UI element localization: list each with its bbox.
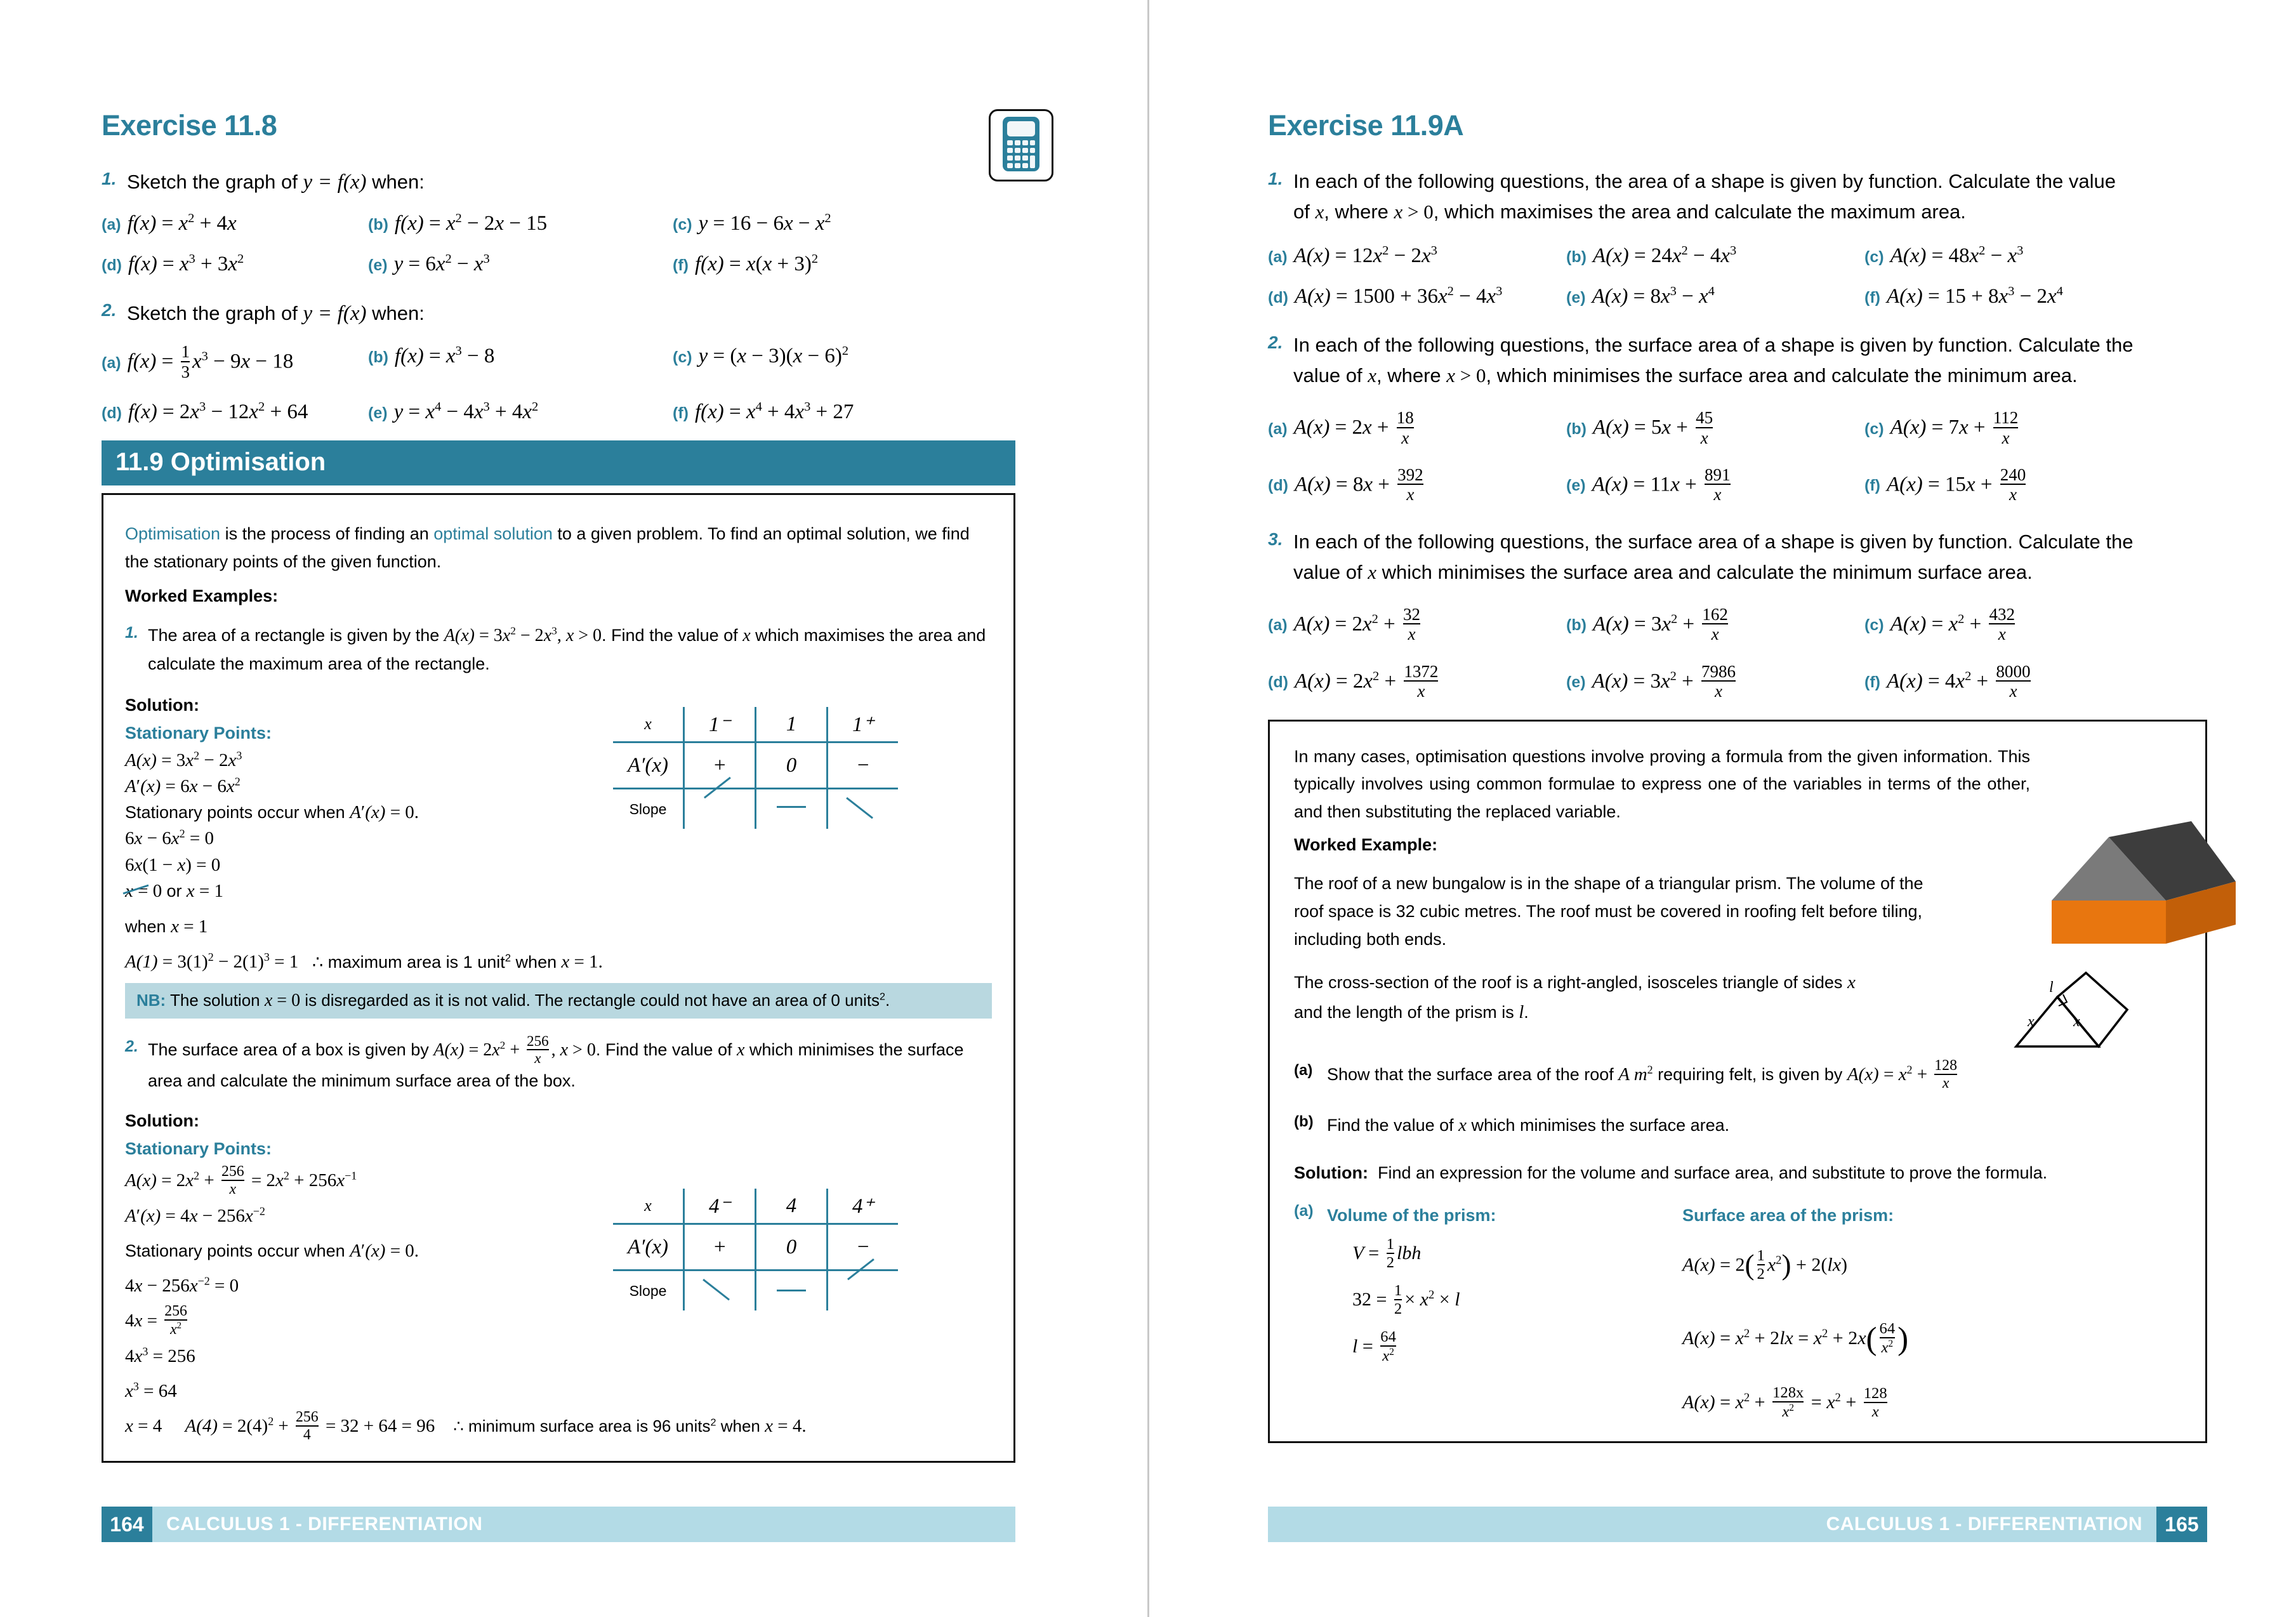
box-para-2a: The cross-section of the roof is a right-angled, isosceles triangle of sides x and the length of the prism is l. [1294,972,1856,1022]
we1-final: $A(1) = 3(1)^2 - 2(1)^3 = 1$ ∴ maximum area is 1 unit$^2$ when x = 1. [125,950,603,972]
slope-up-icon [683,789,755,829]
part-b-text: Find the value of x which minimises the surface area. [1327,1114,1730,1135]
option-expression: $y = x^4 - 4x^3 + 4x^2$ [393,400,539,424]
option-expression: $A(x) = 3x^2$ + $\frac{162}{x}$ [1592,604,1728,644]
option-a [1268,244,1566,268]
box-para-2 [1294,968,1903,1027]
box-part-b [1294,1111,2181,1140]
page-title-left: Exercise 11.8 [102,109,277,142]
page-right [1192,0,2296,1617]
option-expression: $y = 6x^2 - x^3$ [393,252,490,276]
question-text: Sketch the graph of y = f(x) when: [127,302,425,326]
page-number: 164 [102,1507,152,1542]
option-expression: A(x) = 15x + $\frac{240}{x}$ [1886,465,2026,505]
solution-label: Solution: [1294,1163,1368,1182]
option-expression: $A(x) = 3x^2$ + $\frac{7986}{x}$ [1592,661,1736,701]
footer-title: CALCULUS 1 - DIFFERENTIATION [1268,1507,2156,1542]
label-side-x1: x [2028,1013,2035,1030]
question-3 [1268,527,2207,588]
option-expression: $A(x) = 24x^2 - 4x^3$ [1592,244,1737,268]
option-label: (c) [1864,616,1884,635]
slope-down-icon [826,789,898,829]
sa-line-1: A(x) = 2( $\frac{1}{2}$ $x^2) + 2(lx)$ [1682,1247,1848,1283]
option-f [673,400,854,424]
sign-table-1 [613,707,898,829]
question-text: In each of the following questions, the surface area of a shape is given by function. Calculate the value of x which minimises the surface area and calculate the minimum surface area. [1293,530,2134,583]
q2-options-row-1 [102,344,1015,382]
option-label: (a) [1268,248,1288,267]
option-expression: $f(x) = x^3 - 8$ [394,344,495,368]
we2-line-6: $4x^3 = 256$ [125,1345,195,1367]
option-expression: $f(x) = x^2 - 2x - 15$ [394,211,548,235]
slope-down-icon [683,1271,755,1310]
we2-line-3: Stationary points occur when A′(x) = 0. [125,1240,419,1261]
part-a-text: Show that the surface area of the roof A $m^2$ requiring felt, is given by $A(x) = x^2$ + $\frac{128}{x}$ [1327,1057,1957,1092]
option-c [1864,410,2021,448]
question-text: Sketch the graph of y = f(x) when: [127,171,425,194]
question-number: 1. [1268,169,1283,188]
option-expression: $A(x) = 12x^2 - 2x^3$ [1293,244,1437,268]
volume-column [1327,1202,1682,1425]
option-b [1566,244,1864,268]
signtable-col: 4⁺ [852,1195,874,1218]
sign-table-2 [613,1189,898,1310]
option-label: (c) [673,216,692,234]
solution-part-label: (a) [1294,1202,1314,1220]
we2-solution-label: Solution: [125,1111,199,1131]
option-expression: $A(x) = 15 + 8x^3 - 2x^4$ [1886,284,2063,308]
signtable-row-label: Slope [629,1282,667,1299]
we1-line-3: Stationary points occur when A′(x) = 0. [125,802,419,823]
we1-line-6: x = 0 or x = 1 [125,878,992,904]
we1-line-5: 6x(1 − x) = 0 [125,854,221,875]
question-number: 2. [102,300,117,320]
question-text: In each of the following questions, the area of a shape is given by function. Calculate the value of x, where x > 0, which maximises the area and calculate the maximum area. [1293,170,2116,223]
q3-options-row-2 [1268,661,2207,702]
option-f [1864,661,2033,702]
option-expression: $f(x) = x(x + 3)^2$ [694,252,819,276]
we2-line-4: $4x - 256x^{-2} = 0$ [125,1274,239,1296]
we1-line-7: when x = 1 [125,916,208,937]
option-expression: $f(x) = 2x^3 - 12x^2 + 64$ [128,400,308,424]
option-expression: $y = (x - 3)(x - 6)^2$ [698,344,849,368]
box-para-1: The roof of a new bungalow is in the shape of a triangular prism. The volume of the roof space is 32 cubic metres. The roof must be covered in roofing felt before tiling, including both ends. [1294,874,1923,949]
question-number: 1. [102,169,117,188]
signtable-row-label: A′(x) [627,753,668,777]
option-expression: $f(x) = x^4 + 4x^3 + 27$ [694,400,854,424]
option-expression: A(x) = 8x + $\frac{392}{x}$ [1294,465,1423,505]
box-worked-example-label: Worked Example: [1294,835,1438,854]
option-b [1566,604,1864,645]
intro-keyword-2: optimal solution [433,524,553,544]
q2-options-row-2 [102,400,1015,424]
option-c [673,211,831,235]
signtable-col: 1⁺ [852,713,874,737]
we2-line-5: 4x = $\frac{256}{x^2}$ [125,1303,187,1338]
option-expression: $A(x) = 2x^2$ + $\frac{32}{x}$ [1293,604,1421,644]
nb-note [125,983,992,1019]
q2-options-row-2 [1268,467,2207,505]
option-c [1864,244,2023,268]
label-side-x2: x [2073,1013,2080,1030]
option-b [1566,410,1864,448]
option-expression: $y = 16 - 6x - x^2$ [698,211,831,235]
box-part-a [1294,1059,2181,1093]
surface-area-heading: Surface area of the prism: [1682,1206,1894,1225]
option-label: (f) [673,256,689,275]
option-expression: A(x) = 5x + $\frac{45}{x}$ [1592,408,1713,447]
option-expression: $f(x) = x^2 + 4x$ [127,211,237,235]
section-heading: 11.9 Optimisation [102,440,1015,485]
question-1 [102,166,1015,199]
option-expression: $A(x) = 2x^2$ + $\frac{1372}{x}$ [1294,661,1439,701]
volume-working [1327,1230,1682,1370]
signtable-deriv: − [855,753,871,777]
we1-solution-label: Solution: [125,696,199,715]
option-label: (b) [368,216,388,234]
option-d [102,252,368,276]
option-label: (d) [1268,289,1288,307]
option-expression: A(x) = 2x + $\frac{18}{x}$ [1293,408,1414,447]
worked-example-1 [125,621,992,678]
signtable-row-label: x [644,715,652,734]
page-divider [1147,0,1149,1617]
signtable-row-label: Slope [629,800,667,817]
option-e [1566,661,1864,702]
option-label: (e) [1566,673,1586,692]
q2-options-row-1 [1268,410,2207,448]
option-f [1864,467,2028,505]
footer-title: CALCULUS 1 - DIFFERENTIATION [152,1507,1015,1542]
option-expression: $A(x) = 48x^2 - x^3$ [1890,244,2024,268]
option-d [1268,467,1566,505]
intro-keyword-1: Optimisation [125,524,221,544]
signtable-col: 4 [786,1194,797,1217]
box-intro: In many cases, optimisation questions involve proving a formula from the given information. This typically involves using common formulae to express one of the variables in terms of the other, and then substituting the replaced variable. [1294,746,2030,821]
nb-text: The solution x = 0 is disregarded as it is not valid. The rectangle could not have an area of 0 units$^2$. [166,990,890,1010]
we2-text: The surface area of a box is given by $A(x) = 2x^2$ + $\frac{256}{x}$ , x > 0. Find the value of x which minimises the surface area and calculate the minimum surface area of the box. [148,1033,964,1090]
option-expression: $A(x) = 4x^2$ + $\frac{8000}{x}$ [1886,661,2031,701]
we1-stationary-label: Stationary Points: [125,723,272,743]
option-a [1268,604,1566,645]
we2-line-7: $x^3 = 64$ [125,1380,177,1402]
question-2 [102,298,1015,330]
volume-line-2: 32 = $\frac{1}{2}$ × $x^2 \times l$ [1352,1282,1460,1318]
option-label: (e) [368,256,388,275]
option-label: (e) [1566,477,1586,495]
option-e [368,400,673,424]
solution-text: Find an expression for the volume and surface area, and substitute to prove the formula. [1377,1163,2048,1182]
option-label: (d) [102,256,122,275]
option-c [1864,604,2017,645]
option-b [368,211,673,235]
we2-final: x = 4 $A(4) = 2(4)^2$ + $\frac{256}{4}$ = 32 + 64 = 96 ∴ minimum surface area is 96 units$^2$ when x = 4. [125,1409,807,1444]
volume-heading: Volume of the prism: [1327,1206,1496,1225]
page-number: 165 [2156,1507,2207,1542]
solution-columns [1294,1202,2181,1425]
slope-up-icon [826,1271,898,1310]
option-label: (c) [1864,248,1884,267]
signtable-deriv: 0 [786,753,797,777]
option-expression: $A(x) = 1500 + 36x^2 - 4x^3$ [1294,284,1503,308]
we1-line-1: $A(x) = 3x^2 - 2x^3$ [125,749,242,770]
question-1 [1268,166,2207,227]
box-solution-line [1294,1159,2181,1187]
surface-area-column [1682,1202,2181,1425]
footer-left [102,1507,1015,1542]
option-expression: f(x) = $\frac{1}{3}$ $x^3 - 9x - 18$ [127,342,294,381]
q3-options-row-1 [1268,604,2207,645]
cross-section-diagram [2010,970,2137,1062]
option-e [368,252,673,276]
option-d [1268,284,1566,308]
question-2 [1268,330,2207,391]
option-d [102,400,368,424]
option-label: (a) [1268,419,1288,438]
option-expression: $A(x) = x^2$ + $\frac{432}{x}$ [1890,604,2016,644]
option-d [1268,661,1566,702]
we1-line-4: $6x - 6x^2 = 0$ [125,827,214,849]
page-left [0,0,1104,1617]
option-label: (b) [1566,248,1587,267]
option-label: (b) [1566,616,1587,635]
option-a [1268,410,1566,448]
volume-line-3: l = $\frac{64}{x^2}$ [1352,1328,1396,1365]
option-label: (e) [368,404,388,423]
q1-options-row-2 [1268,284,2207,308]
intro-mid-2: to a given problem. To find an optimal solution, we find the stationary points of the given function. [125,524,970,571]
option-expression: $A(x) = 8x^3 - x^4$ [1592,284,1715,308]
we2-line-2: $A'(x) = 4x - 256x^{-2}$ [125,1204,265,1226]
we2-stationary-label: Stationary Points: [125,1139,272,1159]
q1-options-row-1 [1268,244,2207,268]
we1-line-2: $A'(x) = 6x - 6x^2$ [125,775,241,797]
q1-options-row-1 [102,211,1015,235]
option-expression: $f(x) = x^3 + 3x^2$ [128,252,244,276]
volume-line-1: V = $\frac{1}{2}$ lbh [1352,1235,1422,1271]
option-expression: A(x) = 7x + $\frac{112}{x}$ [1890,408,2019,447]
footer-right [1268,1507,2207,1542]
worked-example-2 [125,1035,992,1095]
option-b [368,344,673,382]
worked-example-box-right [1268,720,2207,1443]
signtable-row-label: x [644,1196,652,1215]
label-length-l: l [2049,979,2054,996]
part-label: (b) [1294,1112,1314,1130]
option-label: (d) [102,404,122,423]
q1-options-row-2 [102,252,1015,276]
surface-area-working [1682,1230,2181,1426]
slope-flat-icon [755,789,826,829]
slope-flat-icon [755,1271,826,1310]
signtable-deriv: − [855,1235,871,1258]
option-a [102,344,368,382]
signtable-deriv: + [712,753,727,777]
nb-prefix: NB: [136,990,166,1010]
option-label: (f) [673,404,689,423]
option-label: (a) [102,216,121,234]
option-label: (b) [1566,419,1587,438]
option-label: (d) [1268,477,1288,495]
signtable-col: 4⁻ [709,1195,730,1218]
we1-number: 1. [125,624,138,642]
optimisation-intro [125,520,992,576]
signtable-row-label: A′(x) [627,1235,668,1258]
signtable-deriv: 0 [786,1235,797,1258]
sa-line-2: $A(x) = x^2 + 2lx = x^2 + 2x$( $\frac{64}{x^2}$ ) [1682,1320,1909,1357]
intro-mid-1: is the process of finding an [220,524,434,544]
we1-text: The area of a rectangle is given by the $A(x) = 3x^2 - 2x^3$, x > 0. Find the value of x which maximises the area and calculate the maximum area of the rectangle. [148,624,986,673]
sa-line-3: $A(x) = x^2$ + $\frac{128x}{x^2}$ = $x^2$ + $\frac{128}{x}$ [1682,1384,1887,1421]
option-expression: A(x) = 11x + $\frac{891}{x}$ [1592,465,1731,505]
worked-examples-box [102,493,1015,1463]
question-number: 3. [1268,529,1283,549]
option-label: (a) [1268,616,1288,635]
option-a [102,211,368,235]
option-e [1566,467,1864,505]
option-f [673,252,818,276]
part-label: (a) [1294,1061,1313,1079]
option-label: (d) [1268,673,1288,692]
option-f [1864,284,2063,308]
roof-prism-illustration [2045,799,2236,948]
option-label: (f) [1864,673,1880,692]
signtable-col: 1⁻ [709,713,730,737]
we2-number: 2. [125,1037,138,1055]
option-label: (a) [102,353,121,372]
option-label: (f) [1864,477,1880,495]
option-label: (b) [368,348,388,367]
question-number: 2. [1268,333,1283,353]
signtable-col: 1 [786,712,797,736]
option-label: (e) [1566,289,1586,307]
question-text: In each of the following questions, the surface area of a shape is given by function. Calculate the value of x, where x > 0, which minimises the surface area and calculate the minimum area. [1293,334,2134,387]
worked-examples-label: Worked Examples: [125,586,279,605]
option-c [673,344,848,382]
option-label: (c) [673,348,692,367]
option-label: (f) [1864,289,1880,307]
signtable-deriv: + [712,1235,727,1258]
page-title-right: Exercise 11.9A [1268,109,1464,142]
option-e [1566,284,1864,308]
option-label: (c) [1864,419,1884,438]
we2-line-1: $A(x) = 2x^2$ + $\frac{256}{x}$ = $2x^2 + 256x^{-1}$ [125,1163,357,1198]
